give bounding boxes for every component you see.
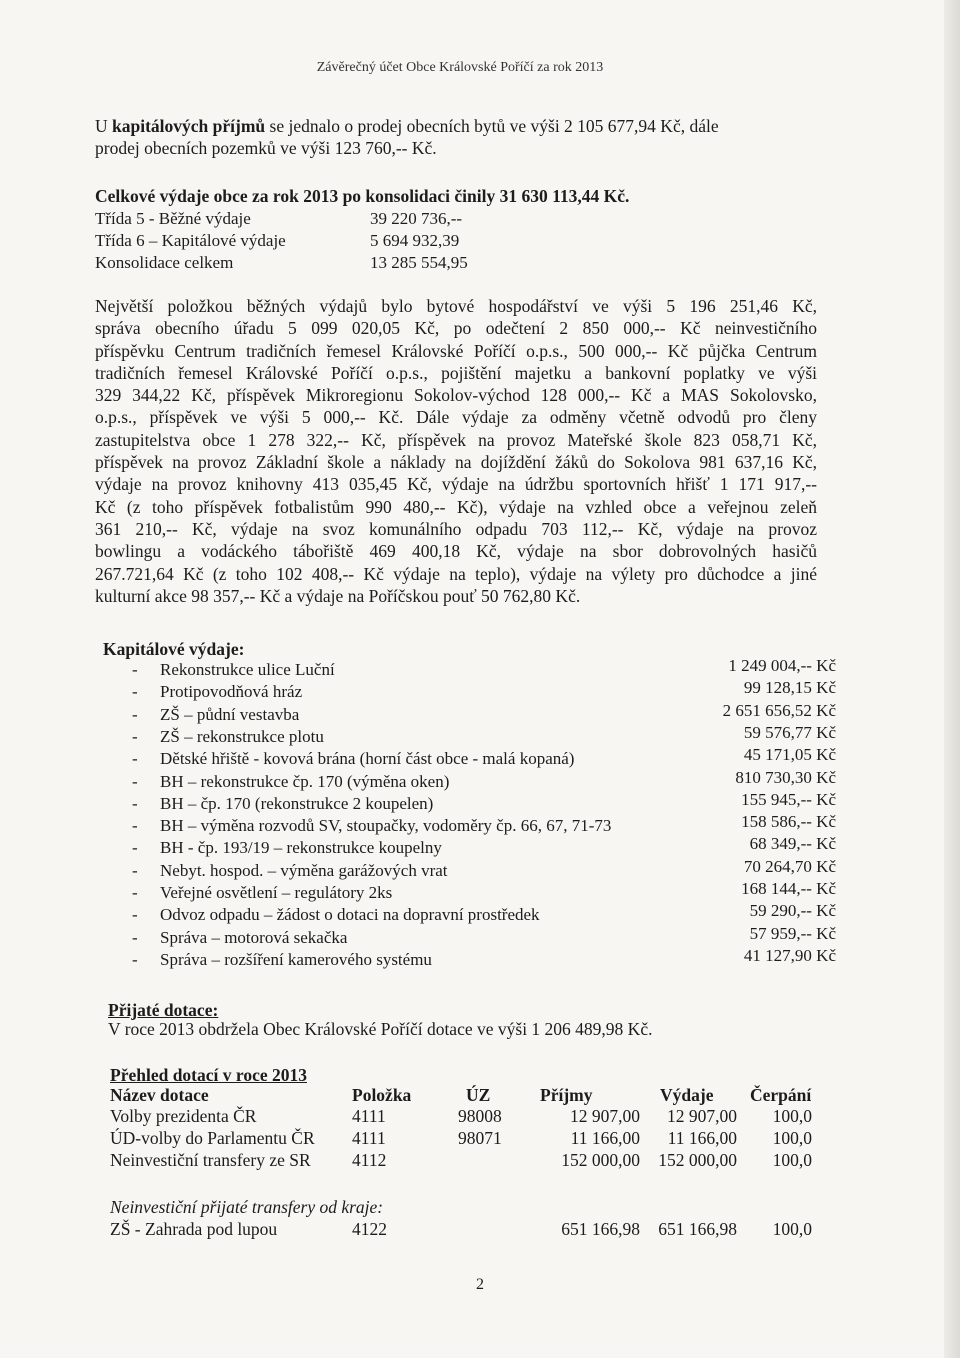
grant-table-subheading: Neinvestiční přijaté transfery od kraje: [110, 1197, 384, 1217]
capital-item-amount: 99 128,15 Kč [743, 678, 836, 698]
capital-item-label: BH – výměna rozvodů SV, stoupačky, vodoměry čp. 66, 67, 71-73 [160, 816, 612, 836]
bullet-dash: - [132, 793, 138, 813]
grant-table-header: Čerpání [750, 1085, 812, 1105]
capital-item-label: Odvoz odpadu – žádost o dotaci na dopravní prostředek [160, 905, 540, 925]
capital-item [132, 883, 392, 903]
grant-table-cell: 100,0 [772, 1128, 812, 1148]
capital-item-label: Veřejné osvětlení – regulátory 2ks [160, 883, 393, 902]
grant-table-cell: 12 907,00 [570, 1106, 640, 1126]
capital-item [132, 660, 335, 680]
capital-item-amount: 1 249 004,-- Kč [728, 656, 836, 675]
paragraph-line: 267.721,64 Kč (z toho 102 408,-- Kč výdaje na teplo), výdaje na výlety pro důchodce a jiné [95, 563, 817, 584]
capital-item [132, 727, 324, 747]
grant-table-heading: Přehled dotací v roce 2013 [110, 1065, 307, 1085]
capital-item-amount: 158 586,-- Kč [741, 812, 836, 832]
grant-table-cell: 11 166,00 [667, 1128, 737, 1148]
capital-item-amount: 45 171,05 Kč [743, 745, 836, 765]
bullet-dash: - [132, 838, 138, 858]
grant-table-header: Položka [352, 1085, 412, 1105]
grant-table-cell: Neinvestiční transfery ze SR [110, 1150, 311, 1170]
capital-item [132, 682, 302, 702]
bullet-dash: - [132, 883, 138, 902]
grant-table-cell: 651 166,98 [658, 1219, 737, 1239]
summary-value: 5 694 932,39 [370, 231, 460, 250]
capital-item-label: BH - čp. 193/19 – rekonstrukce koupelny [160, 838, 442, 858]
bullet-dash: - [132, 660, 138, 679]
page-header: Závěrečný účet Obce Královské Poříčí za rok 2013 [316, 60, 604, 75]
page-edge-shadow [944, 0, 960, 1358]
capital-item-label: Správa – rozšíření kamerového systému [160, 949, 432, 969]
grant-table-cell: 4122 [352, 1219, 387, 1239]
capital-item [132, 794, 433, 814]
intro-rest: se jednalo o prodej obecních bytů ve výši 2 105 677,94 Kč, dále [265, 116, 719, 136]
grant-table-cell: 4112 [352, 1150, 387, 1170]
paragraph-line: bowlingu a vodáckého tábořiště 469 400,18 Kč, výdaje na sbor dobrovolných hasičů [95, 541, 817, 562]
grant-table-cell: 100,0 [772, 1106, 812, 1126]
grant-table-cell: 100,0 [772, 1150, 812, 1170]
capital-item-amount: 59 290,-- Kč [749, 901, 836, 921]
bullet-dash: - [132, 682, 138, 702]
bullet-dash: - [132, 726, 138, 746]
capital-heading: Kapitálové výdaje: [103, 639, 245, 659]
capital-item [132, 838, 442, 858]
capital-item-amount: 59 576,77 Kč [743, 722, 836, 742]
summary-label: Třída 5 - Běžné výdaje [95, 209, 251, 228]
paragraph-line: zastupitelstva obce 1 278 322,-- Kč, příspěvek na provoz Mateřské škole 823 058,71 Kč, [95, 429, 817, 450]
paragraph-line: tradičních řemesel Královské Poříčí o.p.s., pojištění majetku a bankovní poplatky ve výši [95, 362, 817, 383]
grant-table-cell: 12 907,00 [667, 1106, 737, 1126]
grant-table-cell: 98071 [458, 1128, 502, 1148]
capital-item [132, 816, 611, 836]
intro-bold: kapitálových příjmů [112, 116, 266, 136]
capital-item [132, 905, 540, 925]
summary-label: Třída 6 – Kapitálové výdaje [95, 231, 286, 250]
bullet-dash: - [132, 816, 138, 836]
capital-item-amount: 155 945,-- Kč [741, 789, 836, 809]
summary-label: Konsolidace celkem [95, 253, 234, 272]
summary-value: 13 285 554,95 [370, 253, 468, 272]
capital-item-amount: 810 730,30 Kč [735, 767, 836, 787]
expenses-paragraph [95, 295, 817, 607]
bullet-dash: - [132, 749, 138, 769]
grant-table-cell: 100,0 [772, 1219, 812, 1239]
grant-table-cell: 152 000,00 [561, 1150, 640, 1170]
bullet-dash: - [132, 704, 138, 724]
grant-table-cell: 152 000,00 [658, 1150, 737, 1170]
capital-item-label: Rekonstrukce ulice Luční [160, 660, 335, 679]
capital-item [132, 861, 448, 881]
paragraph-line: příspěvku Centrum tradičních řemesel Královské Poříčí o.p.s., 500 000,-- Kč půjčka Centrum [95, 340, 817, 361]
capital-item-label: Dětské hřiště - kovová brána (horní část obce - malá kopaná) [160, 749, 575, 769]
grant-table-header: Příjmy [540, 1085, 593, 1105]
capital-item-amount: 70 264,70 Kč [743, 856, 836, 876]
capital-item [132, 749, 574, 769]
bullet-dash: - [132, 860, 138, 880]
capital-item-label: Nebyt. hospod. – výměna garážových vrat [160, 860, 448, 880]
grants-text: V roce 2013 obdržela Obec Královské Poříčí dotace ve výši 1 206 489,98 Kč. [108, 1019, 653, 1039]
grant-table-header: Výdaje [660, 1085, 714, 1105]
summary-value: 39 220 736,-- [370, 209, 463, 228]
paragraph-line: Kč (z toho příspěvek fotbalistům 990 480,-- Kč), výdaje na vzhled obce a veřejnou zeleň [95, 496, 817, 517]
capital-item-label: Protipovodňová hráz [160, 682, 303, 702]
capital-item [132, 950, 432, 970]
capital-item-label: Správa – motorová sekačka [160, 927, 348, 947]
paragraph-line: Největší položkou běžných výdajů bylo bytové hospodářství ve výši 5 196 251,46 Kč, [95, 296, 817, 316]
grant-table-cell: 4111 [352, 1128, 386, 1148]
capital-item-amount: 68 349,-- Kč [749, 834, 836, 854]
intro-line-2: prodej obecních pozemků ve výši 123 760,-- Kč. [95, 138, 437, 158]
grant-table-cell: 11 166,00 [570, 1128, 640, 1148]
grant-table-cell: Volby prezidenta ČR [110, 1106, 257, 1126]
page-number: 2 [476, 1276, 484, 1293]
paragraph-line: správa obecního úřadu 5 099 020,05 Kč, po odečtení 2 850 000,-- Kč neinvestičního [95, 318, 817, 339]
grant-table-cell: ÚD-volby do Parlamentu ČR [110, 1128, 315, 1148]
grant-table-cell: 651 166,98 [561, 1219, 640, 1239]
capital-item-amount: 57 959,-- Kč [749, 923, 836, 943]
capital-item-amount: 168 144,-- Kč [741, 879, 836, 898]
capital-item-label: BH – rekonstrukce čp. 170 (výměna oken) [160, 771, 450, 791]
bullet-dash: - [132, 927, 138, 947]
capital-item [132, 772, 449, 792]
capital-item-label: ZŠ – půdní vestavba [160, 704, 300, 724]
capital-item [132, 705, 299, 725]
paragraph-line: kulturní akce 98 357,-- Kč a výdaje na Poříčskou pouť 50 762,80 Kč. [95, 585, 581, 606]
paragraph-line: 361 210,-- Kč, výdaje na svoz komunálního odpadu 703 112,-- Kč, výdaje na provoz [95, 518, 817, 539]
bullet-dash: - [132, 771, 138, 791]
grant-table-cell: ZŠ - Zahrada pod lupou [110, 1219, 278, 1239]
bullet-dash: - [132, 905, 138, 925]
paragraph-line: výdaje na provoz knihovny 413 035,45 Kč, výdaje na údržbu sportovních hřišť 1 171 917,-- [95, 474, 817, 495]
paragraph-line: příspěvek na provoz Základní škole a náklady na dojíždění žáků do Sokolova 981 637,16 Kč, [95, 452, 817, 473]
capital-item-amount: 41 127,90 Kč [743, 945, 836, 965]
paragraph-line: 329 344,22 Kč, příspěvek Mikroregionu Sokolov-východ 128 000,-- Kč a MAS Sokolovsko, [95, 385, 817, 406]
grant-table-header: Název dotace [110, 1085, 209, 1105]
grant-table-header: ÚZ [466, 1085, 491, 1105]
intro-prefix: U [95, 116, 113, 136]
capital-item-label: BH – čp. 170 (rekonstrukce 2 koupelen) [160, 793, 434, 813]
capital-item-amount: 2 651 656,52 Kč [722, 700, 836, 720]
grant-table-cell: 98008 [458, 1106, 502, 1126]
bullet-dash: - [132, 949, 138, 969]
capital-item-label: ZŠ – rekonstrukce plotu [160, 726, 324, 746]
grant-table-cell: 4111 [352, 1106, 386, 1126]
intro-line-1 [95, 116, 719, 138]
capital-item [132, 928, 347, 948]
grants-heading: Přijaté dotace: [108, 1000, 219, 1020]
total-expenses: Celkové výdaje obce za rok 2013 po konsolidaci činily 31 630 113,44 Kč. [95, 186, 630, 206]
paragraph-line: o.p.s., příspěvek ve výši 5 000,-- Kč. Dále výdaje za odměny včetně odvodů pro členy [95, 407, 817, 428]
